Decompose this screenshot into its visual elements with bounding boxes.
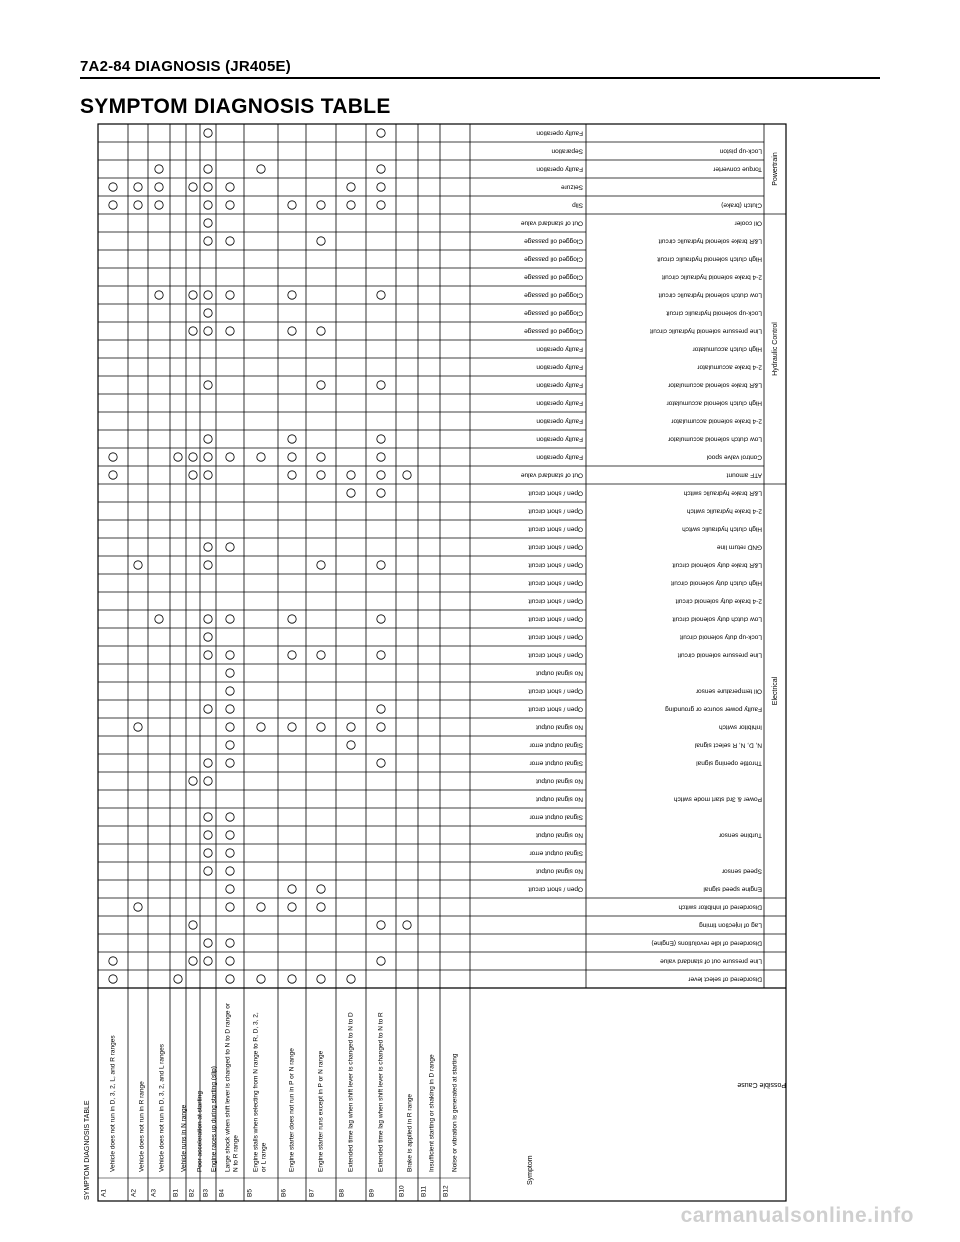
relation-mark bbox=[377, 957, 385, 965]
symptom-label: Brake is applied in R range bbox=[406, 1093, 414, 1172]
relation-mark bbox=[174, 453, 182, 461]
cause-component-label: L&R brake hydraulic switch bbox=[683, 489, 762, 497]
relation-mark bbox=[189, 921, 197, 929]
cause-condition-label: Open / short circuit bbox=[528, 543, 583, 551]
relation-mark bbox=[317, 201, 325, 209]
relation-mark bbox=[317, 561, 325, 569]
relation-mark bbox=[226, 201, 234, 209]
group-label: Powertrain bbox=[771, 152, 779, 186]
relation-mark bbox=[226, 759, 234, 767]
cause-condition-label: No signal output bbox=[536, 831, 583, 839]
relation-mark bbox=[189, 327, 197, 335]
relation-mark bbox=[226, 885, 234, 893]
watermark-text: carmanualsonline.info bbox=[680, 1204, 914, 1227]
relation-mark bbox=[109, 957, 117, 965]
symptom-code: B11 bbox=[420, 1185, 428, 1197]
cause-condition-label: Out of standard value bbox=[520, 471, 583, 479]
cause-condition-label: Clogged oil passage bbox=[524, 291, 583, 299]
relation-mark bbox=[109, 471, 117, 479]
cause-component-label: High clutch hydraulic switch bbox=[682, 525, 762, 533]
relation-mark bbox=[317, 723, 325, 731]
cause-condition-label: Open / short circuit bbox=[528, 579, 583, 587]
cause-condition-label: Faulty operation bbox=[536, 417, 583, 425]
symptom-label: Vehicle runs in N range bbox=[180, 1104, 188, 1172]
relation-mark bbox=[204, 759, 212, 767]
relation-mark bbox=[288, 723, 296, 731]
relation-mark bbox=[347, 723, 355, 731]
relation-mark bbox=[226, 975, 234, 983]
cause-condition-label: Faulty operation bbox=[536, 399, 583, 407]
cause-condition-label: Open / short circuit bbox=[528, 633, 583, 641]
relation-mark bbox=[189, 183, 197, 191]
cause-condition-label: Faulty operation bbox=[536, 129, 583, 137]
relation-mark bbox=[317, 237, 325, 245]
group-label: Hydraulic Control bbox=[771, 322, 779, 376]
cause-condition-label: Signal output error bbox=[529, 741, 583, 749]
symptom-code: B1 bbox=[172, 1189, 180, 1197]
relation-mark bbox=[377, 165, 385, 173]
cause-component-label: Disordered of inhibitor switch bbox=[678, 903, 762, 911]
symptom-label: Noise or vibration is generated at starting bbox=[451, 1053, 459, 1172]
relation-mark bbox=[155, 165, 163, 173]
cause-component-label: High clutch solenoid accumulator bbox=[666, 399, 762, 407]
relation-mark bbox=[317, 453, 325, 461]
relation-mark bbox=[257, 453, 265, 461]
cause-condition-label: Open / short circuit bbox=[528, 705, 583, 713]
relation-mark bbox=[257, 975, 265, 983]
cause-component-label: Line pressure out of standard value bbox=[660, 957, 762, 965]
symptom-code: B3 bbox=[202, 1189, 210, 1197]
symptom-label: Vehicle does not run in D, 3, 2, and L ranges bbox=[158, 1043, 166, 1172]
relation-mark bbox=[377, 723, 385, 731]
relation-mark bbox=[155, 615, 163, 623]
cause-component-label: Torque converter bbox=[713, 165, 762, 173]
cause-component-label: Lock-up solenoid hydraulic circuit bbox=[666, 309, 762, 317]
cause-component-label: Control valve spool bbox=[706, 453, 762, 461]
relation-mark bbox=[204, 957, 212, 965]
relation-mark bbox=[204, 453, 212, 461]
relation-mark bbox=[204, 219, 212, 227]
relation-mark bbox=[189, 471, 197, 479]
relation-mark bbox=[226, 813, 234, 821]
relation-mark bbox=[134, 903, 142, 911]
relation-mark bbox=[189, 777, 197, 785]
relation-mark bbox=[109, 975, 117, 983]
symptom-code: A3 bbox=[150, 1189, 158, 1197]
relation-mark bbox=[288, 471, 296, 479]
group-label: Electrical bbox=[771, 676, 779, 706]
symptom-code: B9 bbox=[368, 1189, 376, 1197]
symptom-code: B2 bbox=[188, 1189, 196, 1197]
cause-component-label: Disordered of idle revolutions (Engine) bbox=[651, 939, 762, 947]
symptom-label: Vehicle does not run in D, 3, 2, L, and R ranges bbox=[109, 1035, 117, 1172]
relation-mark bbox=[204, 183, 212, 191]
cause-component-label: Line pressure solenoid hydraulic circuit bbox=[649, 327, 762, 335]
cause-component-label: Clutch (brake) bbox=[721, 201, 762, 209]
relation-mark bbox=[288, 435, 296, 443]
relation-mark bbox=[377, 381, 385, 389]
symptom-label: Engine starter runs except in P or N range bbox=[317, 1050, 325, 1172]
relation-mark bbox=[377, 435, 385, 443]
relation-mark bbox=[204, 867, 212, 875]
relation-mark bbox=[377, 183, 385, 191]
relation-mark bbox=[317, 471, 325, 479]
cause-condition-label: Signal output error bbox=[529, 759, 583, 767]
relation-mark bbox=[288, 975, 296, 983]
relation-mark bbox=[288, 291, 296, 299]
relation-mark bbox=[317, 651, 325, 659]
relation-mark bbox=[403, 471, 411, 479]
cause-condition-label: Clogged oil passage bbox=[524, 237, 583, 245]
relation-mark bbox=[377, 489, 385, 497]
symptom-label: Vehicle does not run in R range bbox=[138, 1081, 146, 1172]
cause-condition-label: Clogged oil passage bbox=[524, 309, 583, 317]
relation-mark bbox=[226, 957, 234, 965]
symptom-code: B5 bbox=[246, 1189, 254, 1197]
relation-mark bbox=[377, 705, 385, 713]
symptom-label: N to R range bbox=[232, 1135, 240, 1172]
cause-component-label: Lock-up piston bbox=[719, 147, 762, 155]
relation-mark bbox=[226, 723, 234, 731]
table-caption: SYMPTOM DIAGNOSIS TABLE bbox=[83, 1100, 91, 1200]
cause-condition-label: Open / short circuit bbox=[528, 507, 583, 515]
cause-component-label: N, D, N, R select signal bbox=[694, 741, 762, 749]
cause-component-label: Turbine sensor bbox=[718, 831, 762, 839]
cause-component-label: GND return line bbox=[716, 543, 762, 551]
cause-component-label: Low clutch duty solenoid circuit bbox=[672, 615, 762, 623]
relation-mark bbox=[288, 903, 296, 911]
relation-mark bbox=[204, 201, 212, 209]
symptom-code: B4 bbox=[218, 1189, 226, 1197]
cause-condition-label: No signal output bbox=[536, 867, 583, 875]
cause-condition-label: No signal output bbox=[536, 777, 583, 785]
cause-condition-label: Clogged oil passage bbox=[524, 273, 583, 281]
relation-mark bbox=[226, 903, 234, 911]
relation-mark bbox=[109, 183, 117, 191]
cause-component-label: 2-4 brake accumulator bbox=[697, 363, 762, 371]
relation-mark bbox=[288, 651, 296, 659]
relation-mark bbox=[226, 741, 234, 749]
cause-condition-label: No signal output bbox=[536, 723, 583, 731]
symptom-label: Engine stalls when selecting from N range to R, D, 3, 2, bbox=[252, 1012, 260, 1172]
symptom-code: A1 bbox=[100, 1189, 108, 1197]
cause-component-label: Speed sensor bbox=[721, 867, 762, 875]
relation-mark bbox=[204, 237, 212, 245]
relation-mark bbox=[288, 615, 296, 623]
cause-condition-label: Faulty operation bbox=[536, 453, 583, 461]
cause-condition-label: Clogged oil passage bbox=[524, 327, 583, 335]
relation-mark bbox=[257, 165, 265, 173]
relation-mark bbox=[347, 741, 355, 749]
relation-mark bbox=[377, 759, 385, 767]
relation-mark bbox=[204, 849, 212, 857]
relation-mark bbox=[377, 471, 385, 479]
symptom-heading: Symptom bbox=[526, 1155, 534, 1185]
cause-component-label: Low clutch solenoid hydraulic circuit bbox=[658, 291, 762, 299]
relation-mark bbox=[257, 903, 265, 911]
relation-mark bbox=[317, 975, 325, 983]
relation-mark bbox=[403, 921, 411, 929]
relation-mark bbox=[134, 561, 142, 569]
cause-condition-label: Faulty operation bbox=[536, 165, 583, 173]
cause-condition-label: Faulty operation bbox=[536, 345, 583, 353]
relation-mark bbox=[288, 453, 296, 461]
cause-component-label: High clutch accumulator bbox=[692, 345, 762, 353]
cause-condition-label: Open / short circuit bbox=[528, 885, 583, 893]
cause-condition-label: Faulty operation bbox=[536, 435, 583, 443]
relation-mark bbox=[377, 615, 385, 623]
cause-condition-label: Open / short circuit bbox=[528, 597, 583, 605]
relation-mark bbox=[317, 885, 325, 893]
relation-mark bbox=[155, 183, 163, 191]
relation-mark bbox=[109, 201, 117, 209]
relation-mark bbox=[288, 201, 296, 209]
relation-mark bbox=[377, 201, 385, 209]
relation-mark bbox=[204, 165, 212, 173]
relation-mark bbox=[226, 327, 234, 335]
cause-component-label: L&R brake duty solenoid circuit bbox=[672, 561, 762, 569]
cause-component-label: L&R brake solenoid hydraulic circuit bbox=[658, 237, 762, 245]
relation-mark bbox=[347, 471, 355, 479]
relation-mark bbox=[189, 291, 197, 299]
relation-mark bbox=[204, 129, 212, 137]
cause-condition-label: Open / short circuit bbox=[528, 615, 583, 623]
relation-mark bbox=[377, 129, 385, 137]
relation-mark bbox=[317, 381, 325, 389]
cause-condition-label: Clogged oil passage bbox=[524, 255, 583, 263]
cause-component-label: 2-4 brake solenoid accumulator bbox=[671, 417, 762, 425]
relation-mark bbox=[226, 543, 234, 551]
relation-mark bbox=[377, 921, 385, 929]
relation-mark bbox=[204, 435, 212, 443]
relation-mark bbox=[134, 201, 142, 209]
relation-mark bbox=[377, 453, 385, 461]
cause-condition-label: Open / short circuit bbox=[528, 525, 583, 533]
relation-mark bbox=[204, 291, 212, 299]
table-border bbox=[98, 124, 786, 1201]
cause-component-label: 2-4 brake hydraulic switch bbox=[686, 507, 762, 515]
cause-condition-label: Separation bbox=[551, 147, 583, 155]
symptom-label: Extended time lag when shift lever is changed to N to D bbox=[347, 1012, 355, 1172]
symptom-code: A2 bbox=[130, 1189, 138, 1197]
cause-condition-label: Signal output error bbox=[529, 813, 583, 821]
relation-mark bbox=[347, 201, 355, 209]
cause-component-label: Low clutch solenoid accumulator bbox=[668, 435, 762, 443]
cause-component-label: Oil cooler bbox=[734, 219, 762, 227]
relation-mark bbox=[109, 453, 117, 461]
relation-mark bbox=[204, 561, 212, 569]
relation-mark bbox=[155, 201, 163, 209]
cause-component-label: Lag of injection timing bbox=[699, 921, 762, 929]
relation-mark bbox=[189, 453, 197, 461]
relation-mark bbox=[257, 723, 265, 731]
relation-mark bbox=[204, 831, 212, 839]
relation-mark bbox=[226, 453, 234, 461]
relation-mark bbox=[204, 651, 212, 659]
symptom-label: Extended time lag when shift lever is changed to N to R bbox=[377, 1012, 385, 1172]
relation-mark bbox=[377, 561, 385, 569]
cause-condition-label: Faulty operation bbox=[536, 363, 583, 371]
symptom-label: Engine starter does not run in P or N range bbox=[288, 1048, 296, 1172]
relation-mark bbox=[134, 723, 142, 731]
symptom-label: or L range bbox=[260, 1142, 268, 1172]
relation-mark bbox=[226, 183, 234, 191]
cause-condition-label: Faulty operation bbox=[536, 381, 583, 389]
cause-condition-label: Slip bbox=[572, 201, 583, 209]
relation-mark bbox=[317, 327, 325, 335]
relation-mark bbox=[204, 309, 212, 317]
relation-mark bbox=[288, 327, 296, 335]
cause-condition-label: Signal output error bbox=[529, 849, 583, 857]
cause-condition-label: No signal output bbox=[536, 795, 583, 803]
relation-mark bbox=[226, 687, 234, 695]
cause-condition-label: Open / short circuit bbox=[528, 489, 583, 497]
symptom-code: B12 bbox=[442, 1185, 450, 1197]
relation-mark bbox=[226, 291, 234, 299]
relation-mark bbox=[377, 291, 385, 299]
cause-component-label: Oil temperature sensor bbox=[695, 687, 762, 695]
relation-mark bbox=[377, 651, 385, 659]
relation-mark bbox=[204, 543, 212, 551]
relation-mark bbox=[204, 381, 212, 389]
relation-mark bbox=[204, 939, 212, 947]
page-title: SYMPTOM DIAGNOSIS TABLE bbox=[80, 95, 391, 118]
relation-mark bbox=[226, 849, 234, 857]
section-header: 7A2-84 DIAGNOSIS (JR405E) bbox=[80, 58, 291, 75]
symptom-label: Poor acceleration at starting bbox=[196, 1091, 204, 1172]
relation-mark bbox=[226, 831, 234, 839]
symptom-code: B8 bbox=[338, 1189, 346, 1197]
cause-condition-label: No signal output bbox=[536, 669, 583, 677]
cause-component-label: L&R brake solenoid accumulator bbox=[668, 381, 762, 389]
relation-mark bbox=[317, 903, 325, 911]
relation-mark bbox=[204, 327, 212, 335]
relation-mark bbox=[226, 615, 234, 623]
relation-mark bbox=[226, 939, 234, 947]
cause-component-label: 2-4 brake duty solenoid circuit bbox=[675, 597, 762, 605]
cause-condition-label: Out of standard value bbox=[520, 219, 583, 227]
relation-mark bbox=[204, 633, 212, 641]
relation-mark bbox=[226, 651, 234, 659]
relation-mark bbox=[134, 183, 142, 191]
symptom-label: Insufficient starting or shaking in D range bbox=[428, 1054, 436, 1172]
relation-mark bbox=[155, 291, 163, 299]
relation-mark bbox=[347, 183, 355, 191]
relation-mark bbox=[288, 885, 296, 893]
relation-mark bbox=[204, 777, 212, 785]
symptom-label: Large shock when shift lever is changed to N to D range or bbox=[224, 1002, 232, 1172]
relation-mark bbox=[204, 705, 212, 713]
relation-mark bbox=[226, 237, 234, 245]
possible-cause-heading: Possible Cause bbox=[737, 1081, 786, 1089]
cause-component-label: Throttle opening signal bbox=[696, 759, 762, 767]
relation-mark bbox=[226, 867, 234, 875]
relation-mark bbox=[204, 615, 212, 623]
relation-mark bbox=[347, 489, 355, 497]
cause-component-label: Line pressure solenoid circuit bbox=[677, 651, 762, 659]
cause-component-label: High clutch solenoid hydraulic circuit bbox=[657, 255, 762, 263]
cause-condition-label: Open / short circuit bbox=[528, 561, 583, 569]
cause-component-label: Faulty power source or grounding bbox=[665, 705, 762, 713]
relation-mark bbox=[347, 975, 355, 983]
symptom-code: B10 bbox=[398, 1185, 406, 1197]
relation-mark bbox=[204, 813, 212, 821]
cause-component-label: ATF amount bbox=[726, 471, 762, 479]
cause-component-label: Inhibitor switch bbox=[719, 723, 762, 731]
cause-component-label: Disordered of select lever bbox=[688, 975, 762, 983]
relation-mark bbox=[174, 975, 182, 983]
cause-condition-label: Open / short circuit bbox=[528, 687, 583, 695]
cause-component-label: 2-4 brake solenoid hydraulic circuit bbox=[661, 273, 762, 281]
symptom-code: B6 bbox=[280, 1189, 288, 1197]
relation-mark bbox=[226, 669, 234, 677]
relation-mark bbox=[226, 705, 234, 713]
relation-mark bbox=[189, 957, 197, 965]
relation-mark bbox=[204, 471, 212, 479]
cause-component-label: Lock-up duty solenoid circuit bbox=[679, 633, 762, 641]
cause-component-label: Engine speed signal bbox=[703, 885, 762, 893]
cause-component-label: High clutch duty solenoid circuit bbox=[670, 579, 762, 587]
cause-condition-label: Seizure bbox=[560, 183, 583, 191]
cause-condition-label: Open / short circuit bbox=[528, 651, 583, 659]
symptom-label: Engine races up during starting (slip) bbox=[210, 1066, 218, 1172]
symptom-code: B7 bbox=[308, 1189, 316, 1197]
cause-component-label: Power & 3rd start mode switch bbox=[673, 795, 762, 803]
